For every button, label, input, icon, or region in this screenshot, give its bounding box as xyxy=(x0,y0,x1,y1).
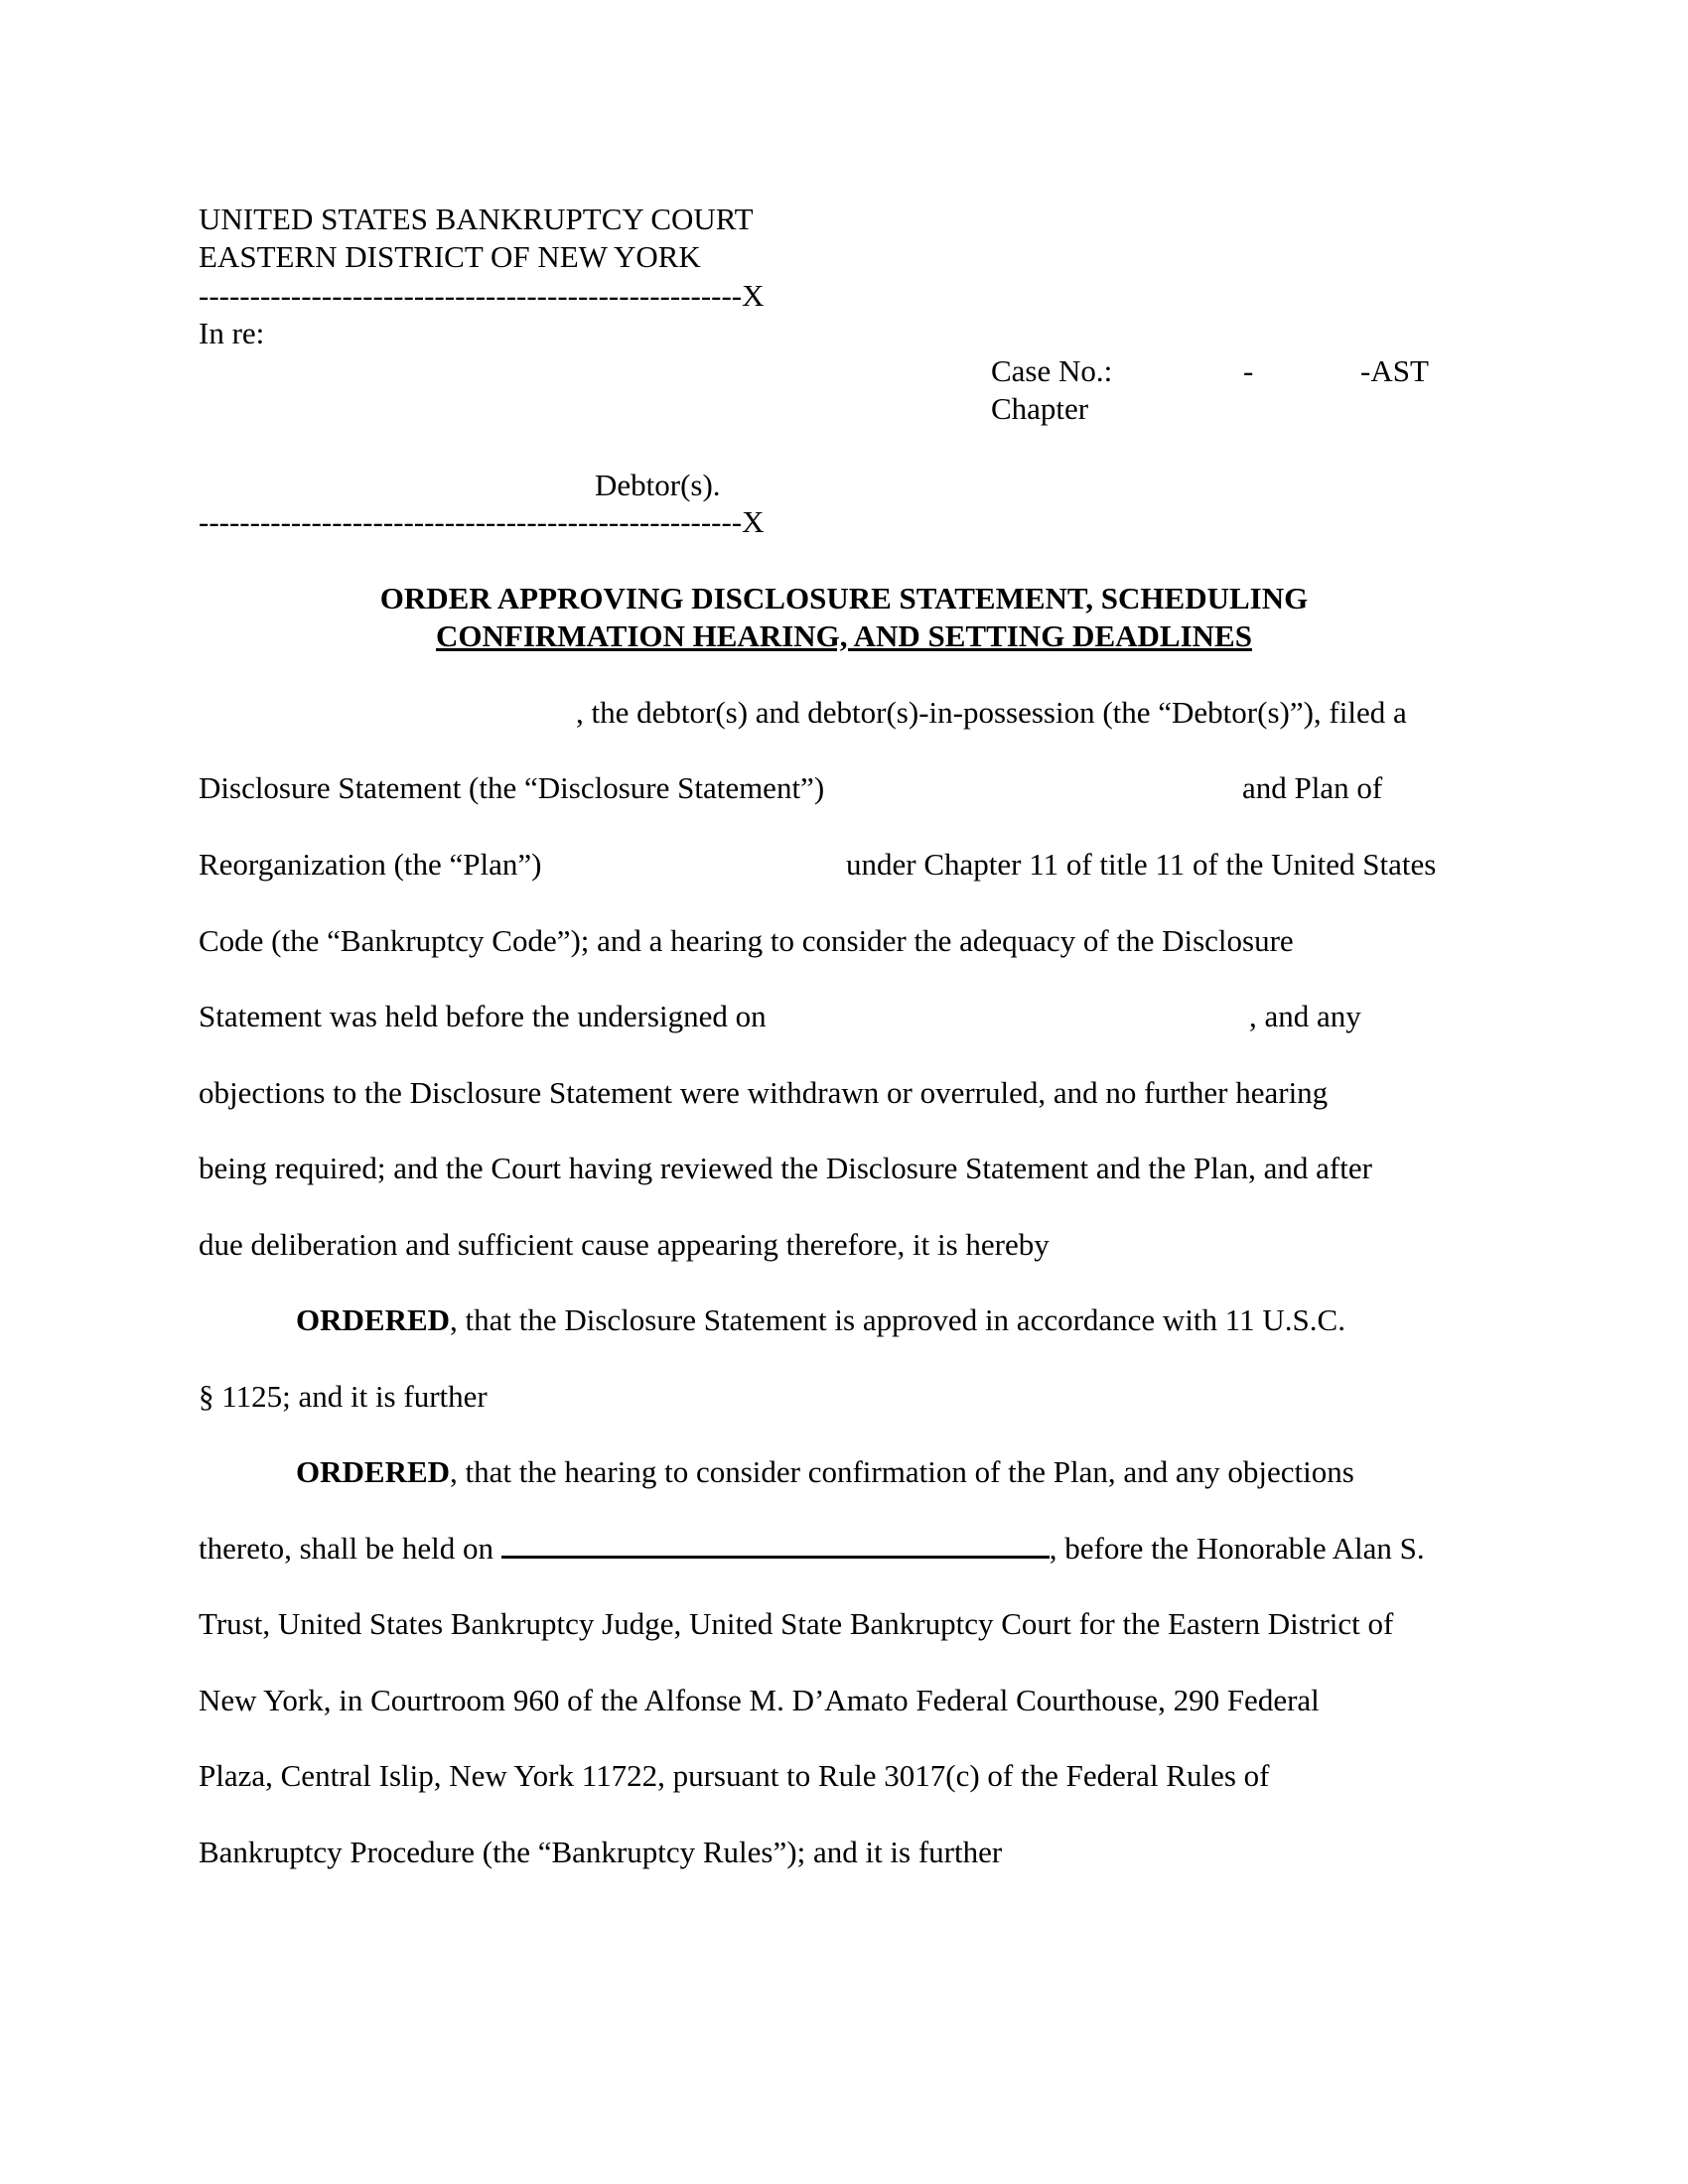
body-line: Trust, United States Bankruptcy Judge, United State Bankruptcy Court for the Eastern District of xyxy=(199,1606,1394,1641)
body-line: Statement was held before the undersigned on xyxy=(199,999,767,1033)
case-no-suffix: -AST xyxy=(1360,353,1429,388)
case-no-label: Case No.: xyxy=(991,353,1113,388)
body-line: being required; and the Court having reviewed the Disclosure Statement and the Plan, and after xyxy=(199,1151,1372,1185)
body-line: , that the Disclosure Statement is approved in accordance with 11 U.S.C. xyxy=(450,1302,1345,1337)
body-line: , and any xyxy=(1249,999,1361,1033)
ordered-clause-2 xyxy=(296,1456,1354,1487)
body-line: § 1125; and it is further xyxy=(199,1379,488,1414)
body-line: thereto, shall be held on xyxy=(199,1531,493,1566)
body-line: Plaza, Central Islip, New York 11722, pursuant to Rule 3017(c) of the Federal Rules of xyxy=(199,1758,1270,1793)
body-line: Bankruptcy Procedure (the “Bankruptcy Rules”); and it is further xyxy=(199,1835,1003,1869)
caption-separator-bottom: -----------------------------------------------------X xyxy=(199,504,765,539)
body-line: and Plan of xyxy=(1242,770,1383,805)
ordered-label: ORDERED xyxy=(296,1454,451,1489)
order-title-line2: CONFIRMATION HEARING, AND SETTING DEADLINES xyxy=(436,618,1252,653)
body-line: under Chapter 11 of title 11 of the United States xyxy=(846,847,1437,882)
body-line: , the debtor(s) and debtor(s)-in-possession (the “Debtor(s)”), filed a xyxy=(576,695,1407,730)
body-line: objections to the Disclosure Statement were withdrawn or overruled, and no further hearing xyxy=(199,1075,1329,1110)
ordered-label: ORDERED xyxy=(296,1302,451,1337)
caption-separator-top: -----------------------------------------------------X xyxy=(199,278,765,313)
body-line: New York, in Courtroom 960 of the Alfonse M. D’Amato Federal Courthouse, 290 Federal xyxy=(199,1683,1320,1717)
hearing-date-line xyxy=(199,1533,1425,1564)
district-name: EASTERN DISTRICT OF NEW YORK xyxy=(199,239,701,274)
chapter-label: Chapter xyxy=(991,391,1089,426)
case-no-dash: - xyxy=(1243,353,1254,388)
body-line: Disclosure Statement (the “Disclosure Statement”) xyxy=(199,770,825,805)
hearing-date-blank[interactable] xyxy=(501,1536,1050,1559)
body-line: Reorganization (the “Plan”) xyxy=(199,847,542,882)
ordered-clause-1 xyxy=(296,1304,1345,1335)
body-line: , before the Honorable Alan S. xyxy=(1049,1531,1425,1566)
body-line: Code (the “Bankruptcy Code”); and a hearing to consider the adequacy of the Disclosure xyxy=(199,923,1294,958)
in-re-label: In re: xyxy=(199,316,265,350)
body-line: , that the hearing to consider confirmation of the Plan, and any objections xyxy=(450,1454,1354,1489)
body-line: due deliberation and sufficient cause appearing therefore, it is hereby xyxy=(199,1227,1050,1262)
debtors-label: Debtor(s). xyxy=(595,468,721,502)
order-title-line1: ORDER APPROVING DISCLOSURE STATEMENT, SCHEDULING xyxy=(379,581,1309,615)
court-name: UNITED STATES BANKRUPTCY COURT xyxy=(199,202,754,236)
